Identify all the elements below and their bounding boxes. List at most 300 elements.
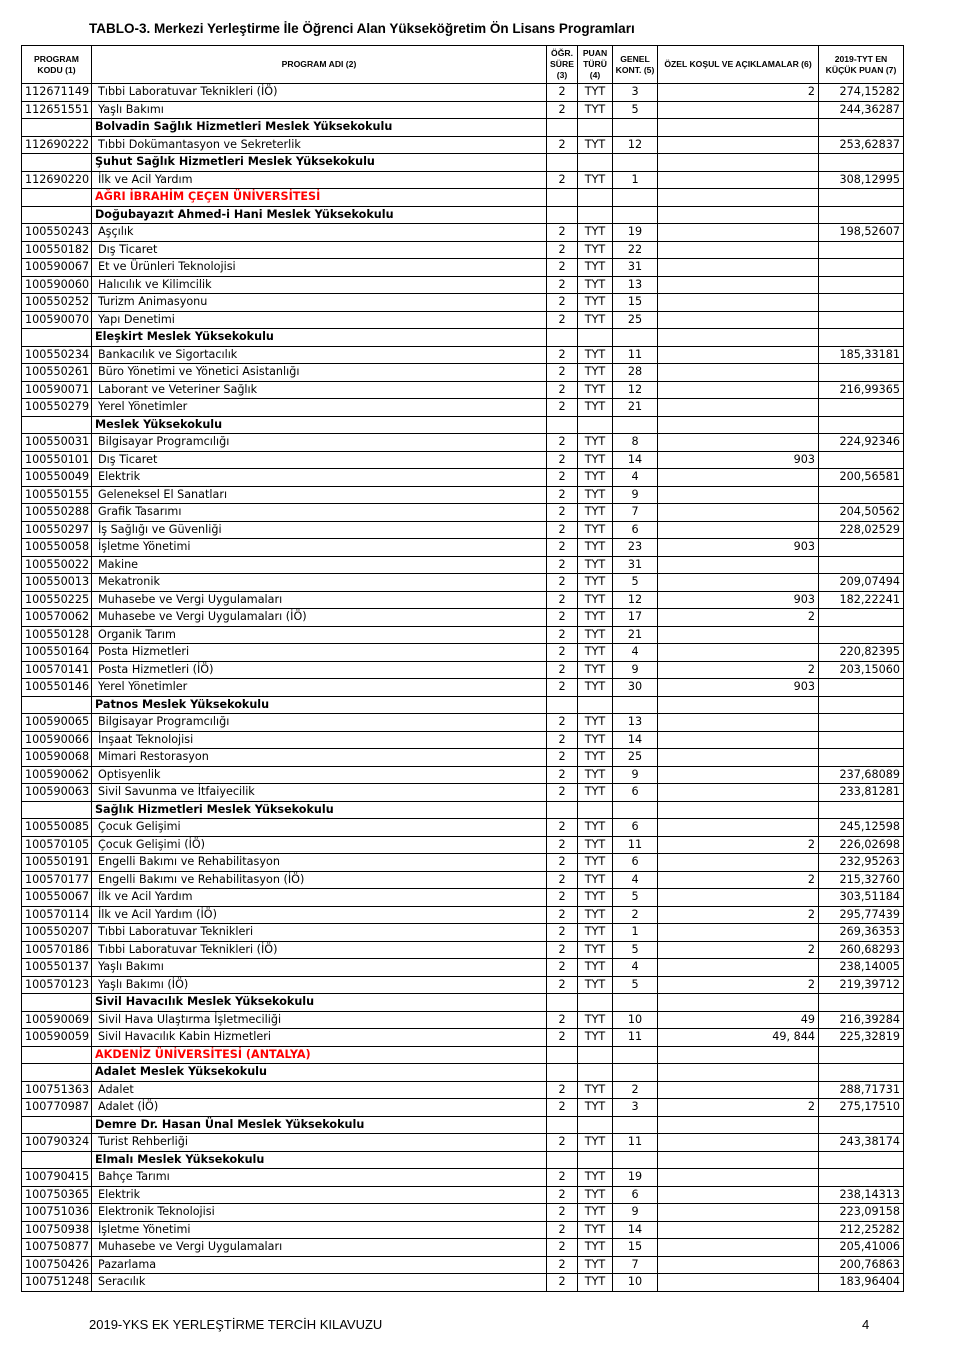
notes-cell — [658, 626, 819, 644]
min-score-cell — [819, 486, 904, 504]
empty-cell — [819, 994, 904, 1012]
duration-cell: 2 — [547, 749, 578, 767]
notes-cell — [658, 1274, 819, 1292]
notes-cell — [658, 784, 819, 802]
program-code-cell: 100590068 — [22, 749, 92, 767]
quota-cell: 5 — [613, 889, 658, 907]
score-type-cell: TYT — [578, 556, 613, 574]
empty-cell — [658, 329, 819, 347]
program-name-cell: İlk ve Acil Yardım (İÖ) — [92, 906, 547, 924]
min-score-cell: 269,36353 — [819, 924, 904, 942]
min-score-cell — [819, 749, 904, 767]
empty-cell — [22, 206, 92, 224]
program-row — [22, 609, 904, 627]
empty-cell — [22, 696, 92, 714]
empty-cell — [22, 994, 92, 1012]
program-name-cell: Bahçe Tarımı — [92, 1169, 547, 1187]
min-score-cell — [819, 556, 904, 574]
duration-cell: 2 — [547, 294, 578, 312]
quota-cell: 12 — [613, 136, 658, 154]
program-row — [22, 504, 904, 522]
quota-cell: 2 — [613, 1081, 658, 1099]
notes-cell: 903 — [658, 591, 819, 609]
empty-cell — [547, 994, 578, 1012]
program-name-cell: Sivil Hava Ulaştırma İşletmeciliği — [92, 1011, 547, 1029]
program-row — [22, 679, 904, 697]
duration-cell: 2 — [547, 101, 578, 119]
empty-cell — [578, 329, 613, 347]
notes-cell — [658, 469, 819, 487]
score-type-cell: TYT — [578, 346, 613, 364]
empty-cell — [578, 1151, 613, 1169]
duration-cell: 2 — [547, 976, 578, 994]
program-name-cell: Çocuk Gelişimi — [92, 819, 547, 837]
program-row — [22, 714, 904, 732]
program-name-cell: Bankacılık ve Sigortacılık — [92, 346, 547, 364]
score-type-cell: TYT — [578, 1274, 613, 1292]
program-name-cell: Muhasebe ve Vergi Uygulamaları — [92, 591, 547, 609]
quota-cell: 1 — [613, 171, 658, 189]
empty-cell — [819, 801, 904, 819]
header-program-code: PROGRAM KODU (1) — [22, 46, 92, 84]
program-name-cell: Yerel Yönetimler — [92, 679, 547, 697]
min-score-cell: 226,02698 — [819, 836, 904, 854]
school-heading-row — [22, 119, 904, 137]
empty-cell — [613, 1064, 658, 1082]
program-name-cell: Grafik Tasarımı — [92, 504, 547, 522]
min-score-cell — [819, 451, 904, 469]
program-name-cell: Posta Hizmetleri — [92, 644, 547, 662]
score-type-cell: TYT — [578, 1029, 613, 1047]
program-code-cell: 100550225 — [22, 591, 92, 609]
quota-cell: 11 — [613, 346, 658, 364]
notes-cell — [658, 346, 819, 364]
program-row — [22, 819, 904, 837]
header-notes: ÖZEL KOŞUL VE AÇIKLAMALAR (6) — [658, 46, 819, 84]
score-type-cell: TYT — [578, 1256, 613, 1274]
duration-cell: 2 — [547, 661, 578, 679]
header-quota: GENEL KONT. (5) — [613, 46, 658, 84]
score-type-cell: TYT — [578, 364, 613, 382]
program-name-cell: Organik Tarım — [92, 626, 547, 644]
notes-cell — [658, 574, 819, 592]
empty-cell — [658, 994, 819, 1012]
quota-cell: 15 — [613, 294, 658, 312]
program-code-cell: 100590062 — [22, 766, 92, 784]
empty-cell — [658, 696, 819, 714]
program-row — [22, 451, 904, 469]
program-name-cell: Yaşlı Bakımı — [92, 959, 547, 977]
notes-cell — [658, 959, 819, 977]
min-score-cell: 245,12598 — [819, 819, 904, 837]
notes-cell — [658, 1221, 819, 1239]
empty-cell — [613, 801, 658, 819]
notes-cell — [658, 889, 819, 907]
university-name: AKDENİZ ÜNİVERSİTESİ (ANTALYA) — [92, 1046, 547, 1064]
min-score-cell: 185,33181 — [819, 346, 904, 364]
quota-cell: 11 — [613, 836, 658, 854]
program-row — [22, 1256, 904, 1274]
empty-cell — [658, 189, 819, 207]
empty-cell — [22, 119, 92, 137]
program-name-cell: Çocuk Gelişimi (İÖ) — [92, 836, 547, 854]
min-score-cell — [819, 294, 904, 312]
score-type-cell: TYT — [578, 679, 613, 697]
score-type-cell: TYT — [578, 1186, 613, 1204]
duration-cell: 2 — [547, 889, 578, 907]
notes-cell: 2 — [658, 84, 819, 102]
min-score-cell: 225,32819 — [819, 1029, 904, 1047]
duration-cell: 2 — [547, 609, 578, 627]
empty-cell — [819, 416, 904, 434]
empty-cell — [578, 119, 613, 137]
program-code-cell: 100550252 — [22, 294, 92, 312]
school-heading-row — [22, 1064, 904, 1082]
min-score-cell — [819, 259, 904, 277]
program-code-cell: 100550243 — [22, 224, 92, 242]
program-name-cell: Aşçılık — [92, 224, 547, 242]
program-name-cell: İşletme Yönetimi — [92, 1221, 547, 1239]
quota-cell: 21 — [613, 399, 658, 417]
empty-cell — [578, 206, 613, 224]
quota-cell: 14 — [613, 1221, 658, 1239]
score-type-cell: TYT — [578, 451, 613, 469]
duration-cell: 2 — [547, 714, 578, 732]
program-code-cell: 100570062 — [22, 609, 92, 627]
duration-cell: 2 — [547, 906, 578, 924]
score-type-cell: TYT — [578, 819, 613, 837]
duration-cell: 2 — [547, 521, 578, 539]
header-program-name: PROGRAM ADI (2) — [92, 46, 547, 84]
score-type-cell: TYT — [578, 504, 613, 522]
program-row — [22, 381, 904, 399]
duration-cell: 2 — [547, 434, 578, 452]
empty-cell — [613, 416, 658, 434]
min-score-cell: 215,32760 — [819, 871, 904, 889]
quota-cell: 14 — [613, 451, 658, 469]
empty-cell — [819, 119, 904, 137]
program-row — [22, 171, 904, 189]
program-row — [22, 941, 904, 959]
program-code-cell: 100770987 — [22, 1099, 92, 1117]
quota-cell: 1 — [613, 924, 658, 942]
program-name-cell: Mekatronik — [92, 574, 547, 592]
min-score-cell: 220,82395 — [819, 644, 904, 662]
score-type-cell: TYT — [578, 784, 613, 802]
notes-cell — [658, 854, 819, 872]
duration-cell: 2 — [547, 259, 578, 277]
program-code-cell: 100550207 — [22, 924, 92, 942]
program-row — [22, 1186, 904, 1204]
school-name: Demre Dr. Hasan Ünal Meslek Yüksekokulu — [92, 1116, 547, 1134]
empty-cell — [22, 1151, 92, 1169]
program-name-cell: Elektrik — [92, 1186, 547, 1204]
notes-cell — [658, 1239, 819, 1257]
notes-cell — [658, 819, 819, 837]
notes-cell — [658, 1081, 819, 1099]
header-min-score: 2019-TYT EN KÜÇÜK PUAN (7) — [819, 46, 904, 84]
program-code-cell: 100570186 — [22, 941, 92, 959]
program-row — [22, 1221, 904, 1239]
quota-cell: 11 — [613, 1134, 658, 1152]
program-name-cell: Yaşlı Bakımı (İÖ) — [92, 976, 547, 994]
program-code-cell: 100750877 — [22, 1239, 92, 1257]
program-row — [22, 399, 904, 417]
notes-cell: 2 — [658, 609, 819, 627]
program-row — [22, 591, 904, 609]
score-type-cell: TYT — [578, 661, 613, 679]
score-type-cell: TYT — [578, 84, 613, 102]
program-code-cell: 100590060 — [22, 276, 92, 294]
notes-cell: 2 — [658, 871, 819, 889]
notes-cell: 903 — [658, 679, 819, 697]
duration-cell: 2 — [547, 539, 578, 557]
program-row — [22, 574, 904, 592]
program-name-cell: Elektronik Teknolojisi — [92, 1204, 547, 1222]
quota-cell: 15 — [613, 1239, 658, 1257]
program-code-cell: 100550234 — [22, 346, 92, 364]
program-code-cell: 100550058 — [22, 539, 92, 557]
min-score-cell — [819, 731, 904, 749]
notes-cell: 2 — [658, 976, 819, 994]
school-name: Eleşkirt Meslek Yüksekokulu — [92, 329, 547, 347]
program-code-cell: 100550049 — [22, 469, 92, 487]
score-type-cell: TYT — [578, 171, 613, 189]
min-score-cell: 200,56581 — [819, 469, 904, 487]
duration-cell: 2 — [547, 959, 578, 977]
score-type-cell: TYT — [578, 259, 613, 277]
program-row — [22, 924, 904, 942]
min-score-cell: 244,36287 — [819, 101, 904, 119]
empty-cell — [547, 416, 578, 434]
notes-cell — [658, 521, 819, 539]
empty-cell — [578, 994, 613, 1012]
duration-cell: 2 — [547, 364, 578, 382]
school-heading-row — [22, 696, 904, 714]
program-name-cell: Halıcılık ve Kilimcilik — [92, 276, 547, 294]
duration-cell: 2 — [547, 84, 578, 102]
score-type-cell: TYT — [578, 521, 613, 539]
notes-cell — [658, 644, 819, 662]
min-score-cell: 238,14313 — [819, 1186, 904, 1204]
notes-cell — [658, 381, 819, 399]
program-row — [22, 1011, 904, 1029]
program-row — [22, 766, 904, 784]
program-name-cell: Laborant ve Veteriner Sağlık — [92, 381, 547, 399]
programs-table — [21, 45, 904, 1292]
program-row — [22, 626, 904, 644]
school-name: Adalet Meslek Yüksekokulu — [92, 1064, 547, 1082]
quota-cell: 30 — [613, 679, 658, 697]
notes-cell — [658, 714, 819, 732]
quota-cell: 14 — [613, 731, 658, 749]
quota-cell: 4 — [613, 469, 658, 487]
program-code-cell: 100550261 — [22, 364, 92, 382]
quota-cell: 22 — [613, 241, 658, 259]
min-score-cell: 182,22241 — [819, 591, 904, 609]
min-score-cell — [819, 679, 904, 697]
duration-cell: 2 — [547, 731, 578, 749]
program-code-cell: 100750938 — [22, 1221, 92, 1239]
program-row — [22, 294, 904, 312]
score-type-cell: TYT — [578, 1011, 613, 1029]
empty-cell — [22, 1046, 92, 1064]
empty-cell — [613, 189, 658, 207]
program-code-cell: 100790415 — [22, 1169, 92, 1187]
program-code-cell: 100751363 — [22, 1081, 92, 1099]
duration-cell: 2 — [547, 1204, 578, 1222]
school-heading-row — [22, 416, 904, 434]
program-name-cell: Seracılık — [92, 1274, 547, 1292]
program-code-cell: 100550128 — [22, 626, 92, 644]
duration-cell: 2 — [547, 871, 578, 889]
program-row — [22, 906, 904, 924]
empty-cell — [22, 1064, 92, 1082]
score-type-cell: TYT — [578, 574, 613, 592]
empty-cell — [658, 154, 819, 172]
quota-cell: 19 — [613, 224, 658, 242]
notes-cell — [658, 1204, 819, 1222]
duration-cell: 2 — [547, 1274, 578, 1292]
min-score-cell: 275,17510 — [819, 1099, 904, 1117]
min-score-cell: 203,15060 — [819, 661, 904, 679]
program-name-cell: Adalet — [92, 1081, 547, 1099]
min-score-cell — [819, 276, 904, 294]
empty-cell — [547, 696, 578, 714]
footer-page-number: 4 — [862, 1317, 870, 1332]
quota-cell: 13 — [613, 276, 658, 294]
program-name-cell: Sivil Savunma ve İtfaiyecilik — [92, 784, 547, 802]
duration-cell: 2 — [547, 1186, 578, 1204]
duration-cell: 2 — [547, 1169, 578, 1187]
notes-cell — [658, 101, 819, 119]
empty-cell — [22, 1116, 92, 1134]
duration-cell: 2 — [547, 924, 578, 942]
program-code-cell: 100751036 — [22, 1204, 92, 1222]
min-score-cell: 223,09158 — [819, 1204, 904, 1222]
program-name-cell: Engelli Bakımı ve Rehabilitasyon — [92, 854, 547, 872]
notes-cell — [658, 504, 819, 522]
header-duration: ÖĞR. SÜRE (3) — [547, 46, 578, 84]
quota-cell: 13 — [613, 714, 658, 732]
program-code-cell: 100750365 — [22, 1186, 92, 1204]
empty-cell — [547, 154, 578, 172]
duration-cell: 2 — [547, 1029, 578, 1047]
program-row — [22, 486, 904, 504]
empty-cell — [613, 1046, 658, 1064]
empty-cell — [547, 119, 578, 137]
notes-cell — [658, 1186, 819, 1204]
table-header-row — [22, 46, 904, 84]
score-type-cell: TYT — [578, 1204, 613, 1222]
program-row — [22, 434, 904, 452]
quota-cell: 6 — [613, 784, 658, 802]
min-score-cell — [819, 241, 904, 259]
quota-cell: 6 — [613, 1186, 658, 1204]
min-score-cell: 233,81281 — [819, 784, 904, 802]
empty-cell — [613, 696, 658, 714]
program-row — [22, 224, 904, 242]
empty-cell — [613, 154, 658, 172]
quota-cell: 28 — [613, 364, 658, 382]
program-row — [22, 749, 904, 767]
program-code-cell: 100550085 — [22, 819, 92, 837]
empty-cell — [613, 119, 658, 137]
program-name-cell: Pazarlama — [92, 1256, 547, 1274]
notes-cell — [658, 294, 819, 312]
program-code-cell: 112690220 — [22, 171, 92, 189]
score-type-cell: TYT — [578, 626, 613, 644]
duration-cell: 2 — [547, 1081, 578, 1099]
duration-cell: 2 — [547, 784, 578, 802]
program-row — [22, 661, 904, 679]
quota-cell: 7 — [613, 504, 658, 522]
min-score-cell: 260,68293 — [819, 941, 904, 959]
score-type-cell: TYT — [578, 1134, 613, 1152]
program-name-cell: İşletme Yönetimi — [92, 539, 547, 557]
notes-cell: 2 — [658, 941, 819, 959]
quota-cell: 5 — [613, 976, 658, 994]
empty-cell — [578, 1046, 613, 1064]
duration-cell: 2 — [547, 241, 578, 259]
notes-cell: 2 — [658, 1099, 819, 1117]
footer-guide-title: 2019-YKS EK YERLEŞTİRME TERCİH KILAVUZU — [89, 1317, 383, 1332]
program-name-cell: İlk ve Acil Yardım — [92, 889, 547, 907]
quota-cell: 19 — [613, 1169, 658, 1187]
quota-cell: 8 — [613, 434, 658, 452]
score-type-cell: TYT — [578, 241, 613, 259]
duration-cell: 2 — [547, 836, 578, 854]
score-type-cell: TYT — [578, 766, 613, 784]
program-name-cell: Mimari Restorasyon — [92, 749, 547, 767]
program-code-cell: 100570141 — [22, 661, 92, 679]
score-type-cell: TYT — [578, 469, 613, 487]
empty-cell — [613, 206, 658, 224]
min-score-cell: 228,02529 — [819, 521, 904, 539]
duration-cell: 2 — [547, 346, 578, 364]
program-row — [22, 959, 904, 977]
min-score-cell: 232,95263 — [819, 854, 904, 872]
program-row — [22, 1099, 904, 1117]
empty-cell — [658, 1046, 819, 1064]
notes-cell — [658, 924, 819, 942]
school-heading-row — [22, 994, 904, 1012]
score-type-cell: TYT — [578, 276, 613, 294]
program-code-cell: 100550031 — [22, 434, 92, 452]
program-code-cell: 100790324 — [22, 1134, 92, 1152]
program-name-cell: Yerel Yönetimler — [92, 399, 547, 417]
duration-cell: 2 — [547, 504, 578, 522]
program-name-cell: Makine — [92, 556, 547, 574]
program-name-cell: Yapı Denetimi — [92, 311, 547, 329]
program-row — [22, 136, 904, 154]
min-score-cell: 238,14005 — [819, 959, 904, 977]
duration-cell: 2 — [547, 1256, 578, 1274]
program-code-cell: 100550067 — [22, 889, 92, 907]
min-score-cell: 219,39712 — [819, 976, 904, 994]
program-code-cell: 100590071 — [22, 381, 92, 399]
quota-cell: 25 — [613, 749, 658, 767]
school-heading-row — [22, 1116, 904, 1134]
program-row — [22, 469, 904, 487]
notes-cell: 2 — [658, 906, 819, 924]
quota-cell: 10 — [613, 1274, 658, 1292]
school-name: Elmalı Meslek Yüksekokulu — [92, 1151, 547, 1169]
min-score-cell: 183,96404 — [819, 1274, 904, 1292]
notes-cell — [658, 399, 819, 417]
notes-cell — [658, 556, 819, 574]
empty-cell — [547, 1116, 578, 1134]
